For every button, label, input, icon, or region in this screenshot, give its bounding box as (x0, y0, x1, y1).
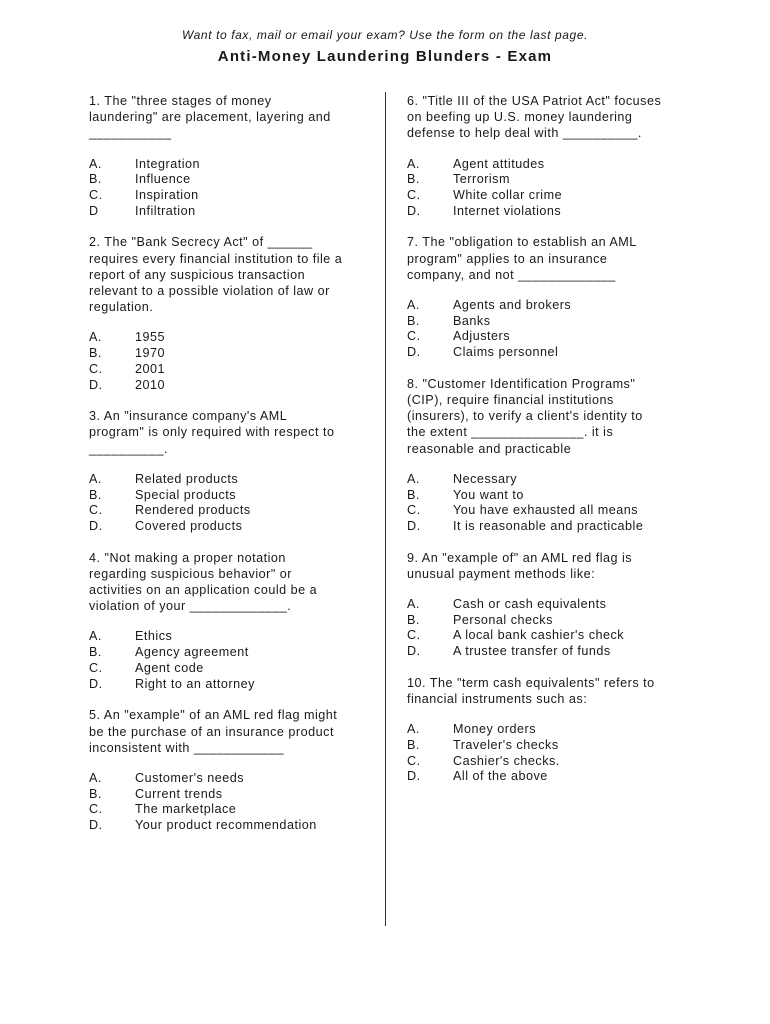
header-note: Want to fax, mail or email your exam? Use the form on the last page. (181, 28, 589, 42)
option-text: Claims personnel (453, 345, 559, 360)
option-row (89, 787, 371, 803)
option-letter: B. (89, 786, 102, 801)
option-text: Agency agreement (135, 645, 249, 660)
question-block (407, 234, 697, 360)
options-list (89, 629, 371, 692)
question-block (407, 675, 697, 785)
option-row (407, 738, 697, 754)
option-letter: C. (89, 361, 103, 376)
question-block (407, 93, 697, 219)
option-text: Influence (135, 172, 191, 187)
question-block (89, 550, 371, 693)
option-letter: D. (407, 345, 421, 360)
options-list (89, 472, 371, 535)
option-text: Current trends (135, 786, 223, 801)
question-9: 9. An "example of" an AML red flag is unusual payment methods like: (407, 550, 633, 581)
option-row (407, 628, 697, 644)
option-letter: D. (407, 644, 421, 659)
option-text: It is reasonable and practicable (453, 518, 644, 533)
option-row (89, 204, 371, 220)
question-block (89, 408, 371, 534)
option-row (407, 644, 697, 660)
option-row (407, 519, 697, 535)
option-text: Customer's needs (135, 770, 245, 785)
option-text: Infiltration (135, 203, 196, 218)
options-list (89, 157, 371, 220)
option-text: Internet violations (453, 203, 562, 218)
option-row (89, 503, 371, 519)
option-letter: D. (407, 769, 421, 784)
option-text: The marketplace (135, 802, 237, 817)
option-row (89, 362, 371, 378)
right-column (407, 93, 697, 800)
left-column (89, 93, 371, 849)
option-letter: C. (407, 329, 421, 344)
question-3: 3. An "insurance company's AML program" is only required with respect to __________. (89, 409, 335, 456)
option-text: Cash or cash equivalents (453, 597, 607, 612)
option-row (89, 330, 371, 346)
question-1: 1. The "three stages of money laundering" are placement, layering and ___________ (89, 94, 331, 141)
option-text: Money orders (453, 722, 536, 737)
option-text: 1955 (135, 330, 166, 345)
option-letter: C. (89, 188, 103, 203)
option-letter: D. (89, 676, 103, 691)
option-text: A trustee transfer of funds (453, 644, 611, 659)
option-text: Inspiration (135, 188, 199, 203)
option-text: Your product recommendation (135, 818, 317, 833)
option-text: Right to an attorney (135, 676, 255, 691)
column-divider (385, 92, 386, 926)
option-row (407, 597, 697, 613)
option-text: Special products (135, 487, 237, 502)
option-row (407, 488, 697, 504)
question-block (89, 93, 371, 219)
option-row (407, 298, 697, 314)
option-row (89, 472, 371, 488)
option-letter: A. (407, 722, 420, 737)
question-7: 7. The "obligation to establish an AML program" applies to an insurance company, and not _____________ (407, 235, 637, 282)
option-letter: B. (89, 346, 102, 361)
option-row (89, 346, 371, 362)
option-text: 2001 (135, 361, 166, 376)
option-row (407, 204, 697, 220)
option-letter: B. (407, 172, 420, 187)
option-letter: A. (89, 629, 102, 644)
option-text: Agents and brokers (453, 298, 572, 313)
option-letter: A. (89, 156, 102, 171)
option-letter: A. (89, 471, 102, 486)
option-letter: B. (407, 313, 420, 328)
question-block (89, 707, 371, 833)
option-row (89, 157, 371, 173)
option-letter: C. (89, 802, 103, 817)
option-letter: D. (407, 518, 421, 533)
option-text: Covered products (135, 518, 243, 533)
option-row (89, 172, 371, 188)
option-row (89, 629, 371, 645)
option-row (407, 188, 697, 204)
option-row (407, 754, 697, 770)
option-text: Rendered products (135, 503, 251, 518)
option-text: White collar crime (453, 188, 563, 203)
options-list (407, 597, 697, 660)
option-letter: A. (407, 156, 420, 171)
option-text: Adjusters (453, 329, 510, 344)
option-row (407, 472, 697, 488)
option-row (89, 661, 371, 677)
option-row (89, 378, 371, 394)
option-letter: B. (89, 172, 102, 187)
option-letter: C. (407, 753, 421, 768)
question-8: 8. "Customer Identification Programs" (CIP), require financial institutions (insurers), to verify a client's identity to the extent _______________. it is reasonable and practicable (407, 376, 643, 456)
options-list (407, 722, 697, 785)
option-letter: C. (407, 628, 421, 643)
option-letter: B. (89, 487, 102, 502)
option-row (407, 613, 697, 629)
option-text: Agent code (135, 660, 204, 675)
option-letter: A. (407, 298, 420, 313)
option-letter: D. (89, 518, 103, 533)
question-block (407, 376, 697, 535)
option-row (407, 157, 697, 173)
option-row (89, 519, 371, 535)
option-letter: D. (89, 818, 103, 833)
options-list (89, 771, 371, 834)
option-text: All of the above (453, 769, 548, 784)
option-text: Personal checks (453, 612, 553, 627)
question-5: 5. An "example" of an AML red flag might be the purchase of an insurance product inconsistent with ____________ (89, 708, 338, 755)
option-row (89, 818, 371, 834)
option-row (89, 645, 371, 661)
option-letter: A. (89, 330, 102, 345)
option-text: Cashier's checks. (453, 753, 560, 768)
option-text: A local bank cashier's check (453, 628, 625, 643)
option-row (89, 802, 371, 818)
question-10: 10. The "term cash equivalents" refers to financial instruments such as: (407, 675, 655, 707)
option-row (407, 345, 697, 361)
option-letter: C. (407, 188, 421, 203)
option-text: Traveler's checks (453, 738, 559, 752)
option-letter: B. (89, 645, 102, 660)
option-text: Ethics (135, 629, 173, 644)
question-6: 6. "Title III of the USA Patriot Act" focuses on beefing up U.S. money laundering defense to help deal with __________. (407, 94, 662, 141)
option-row (407, 329, 697, 345)
options-list (407, 298, 697, 361)
option-row (407, 503, 697, 519)
question-2: 2. The "Bank Secrecy Act" of ______ requires every financial institution to file a report of any suspicious transaction relevant to a possible violation of law or regulation. (89, 235, 343, 315)
option-text: Integration (135, 156, 201, 171)
option-text: Related products (135, 471, 239, 486)
option-text: 2010 (135, 377, 166, 392)
option-letter: D. (89, 377, 103, 392)
page-title: Anti-Money Laundering Blunders - Exam (217, 48, 553, 65)
option-row (89, 188, 371, 204)
option-letter: D. (407, 203, 421, 218)
option-letter: C. (407, 503, 421, 518)
options-list (407, 157, 697, 220)
option-text: You have exhausted all means (453, 503, 639, 518)
options-list (407, 472, 697, 535)
option-text: Agent attitudes (453, 156, 545, 171)
option-letter: B. (407, 738, 420, 752)
option-row (407, 722, 697, 738)
question-block (407, 550, 697, 660)
option-row (89, 488, 371, 504)
option-text: Necessary (453, 471, 517, 486)
option-letter: A. (407, 471, 420, 486)
question-block (89, 234, 371, 393)
option-row (407, 769, 697, 785)
option-letter: C. (89, 660, 103, 675)
option-letter: C. (89, 503, 103, 518)
options-list (89, 330, 371, 393)
option-letter: A. (407, 597, 420, 612)
option-text: Banks (453, 313, 491, 328)
option-text: Terrorism (453, 172, 510, 187)
option-row (407, 314, 697, 330)
option-letter: B. (407, 612, 420, 627)
option-row (407, 172, 697, 188)
option-text: You want to (453, 487, 524, 502)
option-letter: A. (89, 770, 102, 785)
option-row (89, 677, 371, 693)
question-4: 4. "Not making a proper notation regarding suspicious behavior" or activities on an application could be a violation of your _____________. (89, 550, 318, 614)
option-row (89, 771, 371, 787)
option-text: 1970 (135, 346, 166, 361)
option-letter: B. (407, 487, 420, 502)
option-letter: D (89, 203, 99, 218)
